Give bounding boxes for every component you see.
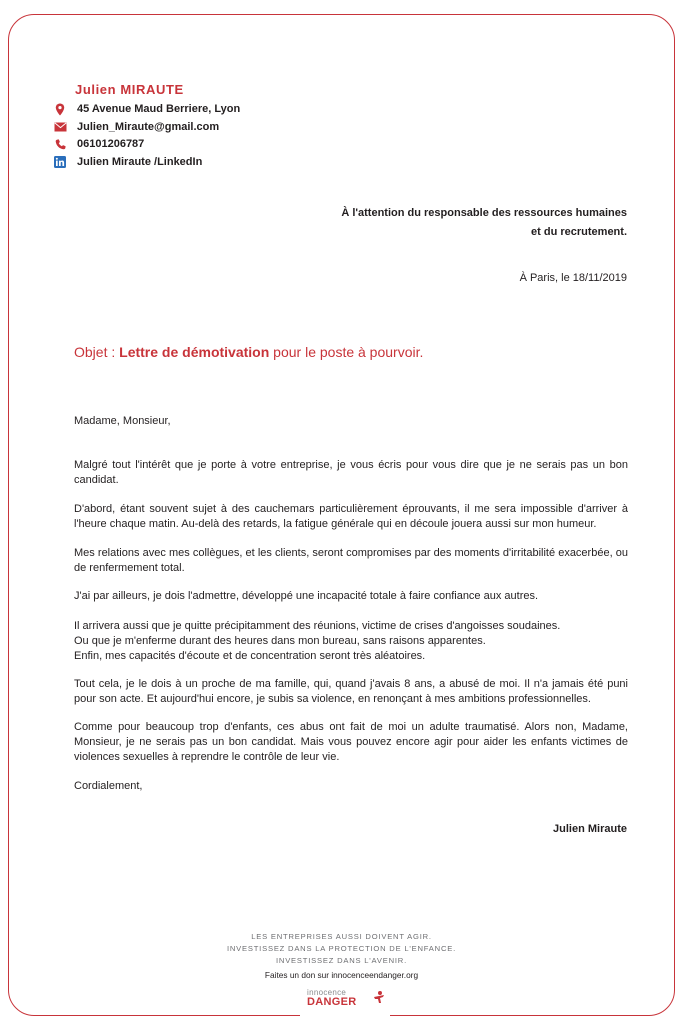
phone-icon xyxy=(53,137,67,151)
envelope-icon xyxy=(53,120,67,134)
child-silhouette-icon xyxy=(371,990,387,1011)
subject-prefix: Objet : xyxy=(74,344,120,360)
paragraph-2: D'abord, étant souvent sujet à des cauchemars particulièrement éprouvants, il me sera impossible d'arriver à l'heure chaque matin. Au-delà des retards, la fatigue générale qui en découle jouera aussi sur mon humeur. xyxy=(74,503,628,530)
recipient-line-1: À l'attention du responsable des ressources humaines xyxy=(341,207,627,219)
footer-line-2: INVESTISSEZ DANS LA PROTECTION DE L'ENFANCE. xyxy=(226,944,457,953)
paragraph-8: Tout cela, je le dois à un proche de ma famille, qui, quand j'avais 8 ans, a abusé de moi. Il n'a jamais été puni pour son acte. Et aujourd'hui encore, je subis sa violence, en renonçant à mes ambitions professionnelles. xyxy=(74,678,628,705)
donation-link[interactable]: Faites un don sur innocenceendanger.org xyxy=(264,970,419,980)
innocence-en-danger-logo xyxy=(307,988,387,1008)
email-link[interactable]: Julien_Miraute@gmail.com xyxy=(77,121,220,133)
linkedin-icon xyxy=(53,155,67,169)
subject-title: Lettre de démotivation xyxy=(119,344,270,360)
paragraph-9: Comme pour beaucoup trop d'enfants, ces abus ont fait de moi un adulte traumatisé. Alors non, Madame, Monsieur, je ne serais pas un bon candidat. Mais vous pouvez encore agir pour aider les enfants victimes de violences sexuelles à reprendre le contrôle de leur vie. xyxy=(74,721,628,763)
phone-text: 06101206787 xyxy=(77,138,145,150)
recipient-line-2: et du recrutement. xyxy=(531,226,627,238)
subject-suffix: pour le poste à pourvoir. xyxy=(269,344,424,360)
sender-name: Julien MIRAUTE xyxy=(75,82,184,97)
address-text: 45 Avenue Maud Berriere, Lyon xyxy=(77,103,241,115)
closing: Cordialement, xyxy=(74,780,143,792)
paragraph-6: Ou que je m'enferme durant des heures dans mon bureau, sans raisons apparentes. xyxy=(74,635,486,647)
subject-line xyxy=(74,344,423,360)
place-date: À Paris, le 18/11/2019 xyxy=(519,272,627,284)
contact-address xyxy=(53,101,240,117)
paragraph-4: J'ai par ailleurs, je dois l'admettre, développé une incapacité totale à faire confiance aux autres. xyxy=(74,590,539,602)
salutation: Madame, Monsieur, xyxy=(74,415,171,427)
logo-text-bottom: DANGER xyxy=(307,996,357,1008)
paragraph-5: Il arrivera aussi que je quitte précipitamment des réunions, victime de crises d'angoisses soudaines. xyxy=(74,620,561,632)
signature: Julien Miraute xyxy=(553,823,627,835)
footer-line-3: INVESTISSEZ DANS L'AVENIR. xyxy=(276,956,407,965)
footer-line-1: LES ENTREPRISES AUSSI DOIVENT AGIR. xyxy=(251,932,432,941)
logo-text-top: innocence xyxy=(307,988,347,997)
contact-linkedin xyxy=(53,154,202,170)
location-pin-icon xyxy=(53,102,67,116)
paragraph-7: Enfin, mes capacités d'écoute et de concentration seront très aléatoires. xyxy=(74,650,426,662)
contact-email xyxy=(53,119,219,135)
contact-phone xyxy=(53,136,144,152)
paragraph-1: Malgré tout l'intérêt que je porte à votre entreprise, je vous écris pour vous dire que je ne serais pas un bon candidat. xyxy=(74,459,628,486)
linkedin-link[interactable]: Julien Miraute /LinkedIn xyxy=(77,156,203,168)
paragraph-3: Mes relations avec mes collègues, et les clients, seront compromises par des moments d'irritabilité exacerbée, ou de renfermement total. xyxy=(74,547,628,574)
